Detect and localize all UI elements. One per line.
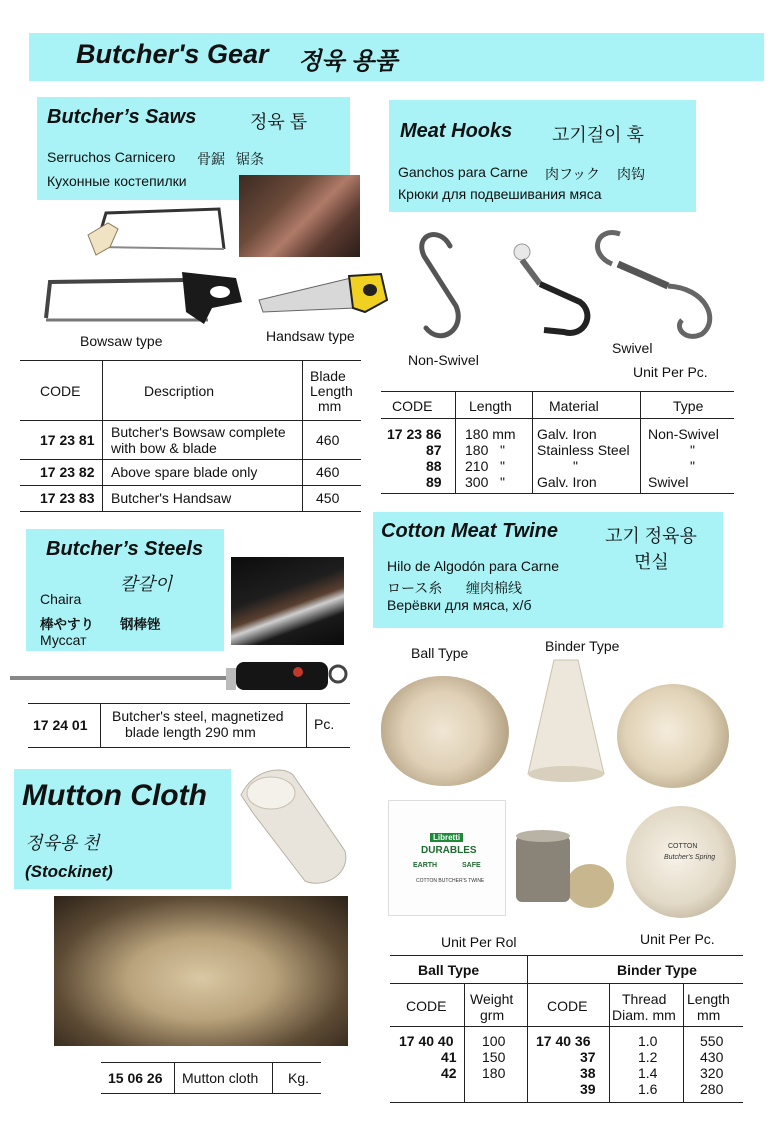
twine-th-weight: Weight [470,991,514,1007]
hooks-title-kr: 고기걸이 훅 [552,125,644,145]
binder-diam-1: 1.0 [638,1033,658,1049]
saws-th-code: CODE [40,383,81,399]
hooks-len-1: 180 mm [465,426,516,442]
hooks-name-cn: 肉钩 [617,166,645,182]
bowsaw-small-image [84,203,234,263]
mutton-title: Mutton Cloth [22,779,207,812]
saws-title: Butcher’s Saws [47,106,197,128]
butcher-steel-image [8,656,354,696]
steels-desc2: blade length 290 mm [125,724,256,740]
binder-code-3: 38 [580,1065,596,1081]
saws-name-jp: 骨鋸 [197,151,225,167]
saws-row3-code: 17 23 83 [40,490,95,506]
mutton-title-kr: 정육용 천 [25,833,100,853]
label-durables: DURABLES [421,845,477,856]
saws-row1-len: 460 [316,432,340,448]
binder-len-1: 550 [700,1033,724,1049]
handsaw-caption: Handsaw type [266,328,355,344]
hooks-th-length: Length [469,398,512,414]
swivel-hook-large-image [582,224,732,344]
saws-row2-len: 460 [316,464,340,480]
twine-name-es: Hilo de Algodón para Carne [387,558,560,574]
twine-ball-2-photo [617,684,729,788]
tag-spring: Butcher's Spring [664,854,716,861]
binder-len-2: 430 [700,1049,724,1065]
bowsaw-caption: Bowsaw type [80,333,163,349]
twine-cone-image [524,654,608,784]
saws-th-blade: Blade [310,368,346,384]
twine-name-ru: Верёвки для мяса, х/б [387,597,532,613]
twine-th-thread: Thread [622,991,667,1007]
twine-durables-photo [388,800,506,916]
steels-name-ru: Муссат [40,632,87,648]
twine-spring-ball-photo [626,806,736,918]
saws-title-kr: 정육 톱 [250,112,308,132]
binder-diam-2: 1.2 [638,1049,658,1065]
saws-name-ru: Кухонные костепилки [47,173,187,189]
saws-name-cn: 锯条 [236,151,264,167]
non-swivel-caption: Non-Swivel [408,352,479,368]
ball-code-1: 17 40 40 [399,1033,454,1049]
twine-title-kr1: 고기 정육용 [605,526,697,546]
twine-th-diam: Diam. mm [612,1007,676,1023]
unit-per-pc-caption: Unit Per Pc. [640,931,715,947]
hooks-th-material: Material [549,398,599,414]
steel-sharpening-photo [231,557,344,645]
butcher-at-work-photo [239,175,360,257]
ball-code-2: 41 [441,1049,457,1065]
s-hook-image [400,228,480,348]
twine-th-grm: grm [480,1007,505,1023]
binder-len-4: 280 [700,1081,724,1097]
twine-th-code: CODE [406,998,447,1014]
saws-row3-len: 450 [316,490,340,506]
hooks-mat-3: " [573,458,578,474]
twine-th-code2: CODE [547,998,588,1014]
hooks-name-ru: Крюки для подвешивания мяса [398,186,602,202]
saws-name-es: Serruchos Carnicero [47,149,176,165]
steels-title: Butcher’s Steels [46,538,204,560]
mutton-code: 15 06 26 [108,1070,163,1086]
saws-row2-code: 17 23 82 [40,464,95,480]
ball-weight-2: 150 [482,1049,506,1065]
hooks-code-3: 88 [426,458,442,474]
label-earth: EARTH [413,862,438,869]
hooks-unit-caption: Unit Per Pc. [633,364,708,380]
hooks-type-3: " [690,458,695,474]
ball-weight-3: 180 [482,1065,506,1081]
saws-row3-desc: Butcher's Handsaw [111,490,232,506]
binder-type-caption: Binder Type [545,638,620,654]
hooks-code-4: 89 [426,474,442,490]
twine-dispenser-image [512,826,617,916]
saws-row2-desc: Above spare blade only [111,464,258,480]
mutton-subtitle: (Stockinet) [25,862,113,881]
hooks-len-2: 180 " [465,442,505,458]
steels-unit: Pc. [314,716,335,732]
hooks-th-code: CODE [392,398,433,414]
steels-title-kr: 칼갈이 [120,574,173,594]
hooks-th-type: Type [673,398,704,414]
page-title: Butcher's Gear [76,39,269,69]
swivel-caption: Swivel [612,340,653,356]
mutton-desc: Mutton cloth [182,1070,259,1086]
twine-title: Cotton Meat Twine [381,520,559,542]
hooks-type-4: Swivel [648,474,689,490]
twine-th-length: Length [687,991,730,1007]
hooks-mat-4: Galv. Iron [537,474,597,490]
saws-row1-code: 17 23 81 [40,432,95,448]
mutton-rolls-photo [54,896,348,1046]
binder-len-3: 320 [700,1065,724,1081]
steels-desc: Butcher's steel, magnetized [112,708,284,724]
binder-code-1: 17 40 36 [536,1033,591,1049]
twine-name-cn: 缠肉棉线 [466,580,522,596]
hooks-len-3: 210 " [465,458,505,474]
mutton-roll-image [233,765,353,890]
twine-name-jp: ロース糸 [387,580,443,596]
steels-name-es: Chaira [40,591,82,607]
label-safe: SAFE [462,862,481,869]
twine-title-kr2: 면실 [634,552,669,572]
binder-code-2: 37 [580,1049,596,1065]
binder-diam-4: 1.6 [638,1081,658,1097]
saws-row1-desc: Butcher's Bowsaw complete [111,424,286,440]
hooks-type-2: " [690,442,695,458]
hooks-len-4: 300 " [465,474,505,490]
hooks-title: Meat Hooks [400,120,513,142]
hooks-mat-2: Stainless Steel [537,442,630,458]
hooks-type-1: Non-Swivel [648,426,719,442]
label-cotton-twine: COTTON BUTCHER'S TWINE [416,878,485,884]
hooks-code-2: 87 [426,442,442,458]
steels-name-cn: 钢棒锉 [120,617,161,632]
hooks-mat-1: Galv. Iron [537,426,597,442]
hooks-name-jp: 肉フック [545,166,601,182]
saws-th-length: Length [310,383,353,399]
label-brand: Libretti [430,833,463,842]
steels-code: 17 24 01 [33,717,88,733]
hooks-code-1: 17 23 86 [387,426,442,442]
steels-name-jp: 棒やすり [40,617,94,632]
ball-type-caption: Ball Type [411,645,469,661]
handsaw-image [255,272,390,322]
mutton-unit: Kg. [288,1070,310,1086]
bowsaw-large-image [36,268,246,334]
twine-th-binder: Binder Type [617,962,697,978]
binder-code-4: 39 [580,1081,596,1097]
saws-th-desc: Description [144,383,215,399]
ball-weight-1: 100 [482,1033,506,1049]
hooks-name-es: Ganchos para Carne [398,164,528,180]
ball-code-3: 42 [441,1065,457,1081]
twine-th-mm: mm [697,1007,721,1023]
twine-th-ball: Ball Type [418,962,480,978]
saws-row1-desc2: with bow & blade [111,440,217,456]
binder-diam-3: 1.4 [638,1065,658,1081]
tag-cotton: COTTON [668,843,698,850]
saws-th-mm: mm [318,398,342,414]
page-title-kr: 정육 용품 [298,48,398,75]
unit-per-rol-caption: Unit Per Rol [441,934,517,950]
twine-ball-photo [381,676,509,786]
